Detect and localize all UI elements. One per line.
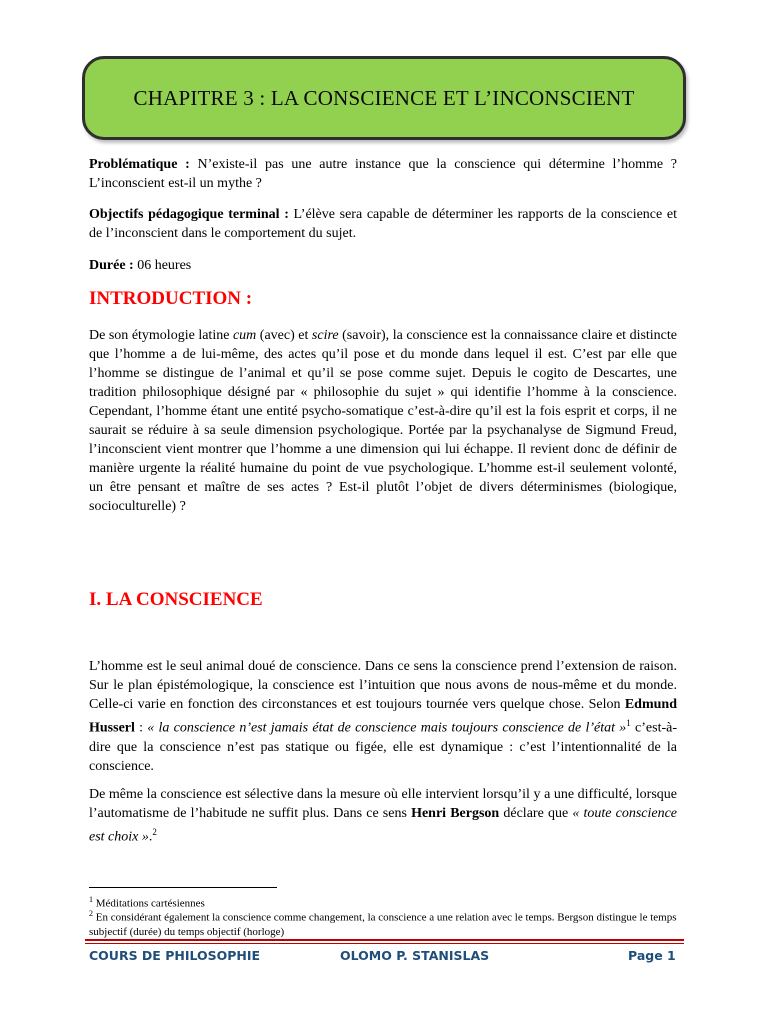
footnote-1-text: Méditations cartésiennes — [93, 897, 205, 910]
footer-author: OLOMO P. STANISLAS — [340, 948, 490, 963]
chapter-title-box — [82, 56, 686, 140]
introduction-paragraph — [89, 326, 677, 516]
footer-rule-thick — [85, 939, 684, 941]
footer-page-number: Page 1 — [628, 948, 676, 963]
c2-text-3: . — [148, 829, 153, 845]
introduction-heading: INTRODUCTION : — [89, 288, 253, 309]
footnote-1-number: 1 — [89, 895, 93, 904]
section-conscience-heading: I. LA CONSCIENCE — [89, 589, 263, 610]
c2-author: Henri Bergson — [411, 806, 500, 821]
footer-course: COURS DE PHILOSOPHIE — [89, 948, 261, 963]
c1-text-3: c’est-à-dire que la conscience n’est pas statique ou figée, elle est dynamique : c’est l’intentionnalité de la conscience. — [89, 720, 677, 774]
duree-text: 06 heures — [133, 258, 192, 273]
c2-quote: « toute conscience est choix » — [89, 806, 678, 845]
objectifs-label: Objectifs pédagogique terminal : — [89, 207, 289, 222]
conscience-paragraph-2 — [89, 785, 677, 847]
footnote-2-number: 2 — [89, 909, 93, 918]
footnote-ref-2[interactable]: 2 — [152, 827, 157, 837]
footnote-separator — [89, 887, 277, 888]
c1-text-2: : — [134, 720, 148, 736]
duree-paragraph — [89, 256, 677, 275]
objectifs-text: L’élève sera capable de déterminer les rapports de la conscience et de l’inconscient dans le comportement du sujet. — [89, 207, 677, 241]
c1-author: Edmund Husserl — [89, 697, 677, 736]
problematique-text: N’existe-il pas une autre instance que la conscience qui détermine l’homme ? L’inconscient est-il un mythe ? — [89, 157, 677, 191]
c2-text-2: déclare que — [499, 806, 573, 821]
intro-text-3: (savoir), la conscience est la connaissance claire et distincte que l’homme a de lui-même, des actes qu’il pose et du monde dans lequel il est. C’est par elle que l’homme se distingue de l’animal et qu’il se pose comme sujet. Depuis le cogito de Descartes, une tradition philosophique désigné par « philosophie du sujet » qui identifie l’homme à la conscience. Cependant, l’homme étant une entité psycho-somatique c’est-à-dire qu’il est la fois esprit et corps, il ne saurait se réduire à sa seule dimension psychologique. Portée par la psychanalyse de Sigmund Freud, l’inconscient vient montrer que l’homme a une dimension qui lui échappe. Il revient donc de définir de manière urgente la réalité humaine du point de vue psychologique. L’homme est-il seulement volonté, un être pensant et maître de ses actes ? Est-il plutôt l’objet de divers déterminismes (biologique, socioculturelle) ? — [89, 328, 677, 514]
footnote-2 — [89, 907, 689, 939]
chapter-title: CHAPITRE 3 : LA CONSCIENCE ET L’INCONSCIENT — [133, 85, 635, 110]
c1-quote: « la conscience n’est jamais état de conscience mais toujours conscience de l’état » — [147, 720, 627, 736]
c1-text-1: L’homme est le seul animal doué de conscience. Dans ce sens la conscience prend l’extension de raison. Sur le plan épistémologique, la conscience est l’intuition que nous avons de nous-même et du monde. Celle-ci varie en fonction des circonstances et est toujours tournée vers quelque chose. Selon — [89, 659, 677, 712]
intro-cum: cum — [232, 328, 257, 343]
problematique-paragraph — [89, 155, 677, 193]
intro-scire: scire — [311, 328, 339, 343]
problematique-label: Problématique : — [89, 157, 190, 172]
conscience-paragraph-1 — [89, 657, 677, 776]
intro-text-2: (avec) et — [256, 328, 312, 343]
footnote-ref-1[interactable]: 1 — [626, 718, 631, 728]
footer-rule-thin — [85, 943, 684, 944]
duree-label: Durée : — [89, 258, 134, 273]
c2-text-1: De même la conscience est sélective dans la mesure où elle intervient lorsqu’il y a une difficulté, lorsque l’automatisme de l’habitude ne suffit plus. Dans ce sens — [89, 787, 677, 821]
intro-text-1: De son étymologie latine — [89, 328, 233, 343]
footnote-2-text: En considérant également la conscience comme changement, la conscience a une relation avec le temps. Bergson distingue le temps subjectif (durée) du temps objectif (horloge) — [89, 911, 677, 938]
objectifs-paragraph — [89, 205, 677, 243]
